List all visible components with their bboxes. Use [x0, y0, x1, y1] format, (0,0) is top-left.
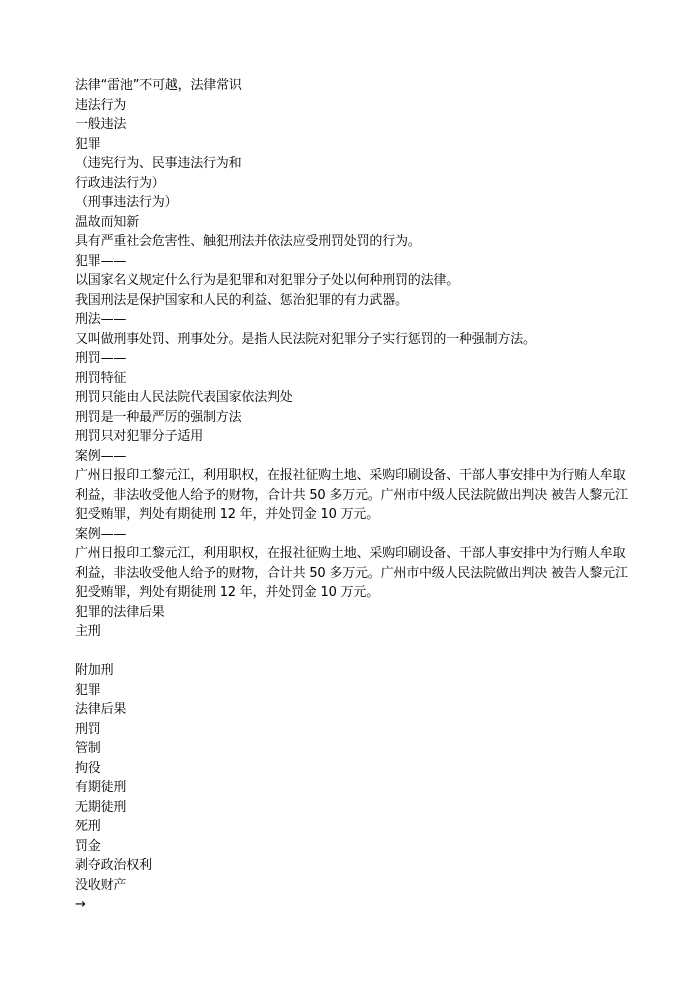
text-line: 犯罪的法律后果 — [75, 604, 165, 620]
arrow-symbol: → — [75, 897, 86, 912]
case-heading: 案例—— — [75, 526, 127, 542]
text-line: 温故而知新 — [75, 214, 140, 230]
text-line: 犯罪 — [75, 136, 101, 152]
text-line: 我国刑法是保护国家和人民的利益、惩治犯罪的有力武器。 — [75, 292, 408, 308]
text-line: （刑事违法行为） — [75, 195, 178, 210]
text-line: 又叫做刑事处罚、刑事处分。是指人民法院对犯罪分子实行惩罚的一种强制方法。 — [75, 331, 536, 347]
text-line: 没收财产 — [75, 877, 127, 893]
case-line: 犯受贿罪，判处有期徒刑 12 年，并处罚金 10 万元。 — [75, 585, 380, 600]
text-line: 死刑 — [75, 819, 101, 834]
text-line: 犯罪 — [75, 682, 101, 698]
case-line: 广州日报印工黎元江，利用职权，在报社征购土地、采购印刷设备、干部人事安排中为行贿人牟取 — [75, 546, 626, 561]
case-heading: 案例—— — [75, 448, 127, 464]
text-line: 刑法—— — [75, 312, 127, 327]
text-line: 罚金 — [75, 838, 101, 854]
text-line: 犯罪—— — [75, 253, 127, 269]
case-line: 犯受贿罪，判处有期徒刑 12 年，并处罚金 10 万元。 — [75, 507, 380, 522]
text-line: 刑罚 — [75, 721, 101, 737]
text-line: 刑罚只对犯罪分子适用 — [75, 429, 204, 444]
case-line: 利益，非法收受他人给予的财物，合计共 50 多万元。广州市中级人民法院做出判决 被告人黎元江 — [75, 487, 628, 503]
text-line: 附加刑 — [75, 663, 114, 678]
text-line: 无期徒刑 — [75, 799, 127, 815]
case-line: 广州日报印工黎元江，利用职权，在报社征购土地、采购印刷设备、干部人事安排中为行贿人牟取 — [75, 468, 626, 483]
document-body — [75, 76, 635, 915]
text-line: 法律后果 — [75, 702, 127, 717]
text-line: 刑罚特征 — [75, 370, 127, 386]
text-line: 违法行为 — [75, 97, 127, 113]
text-line: 一般违法 — [75, 117, 127, 132]
case-paragraph-1 — [75, 466, 635, 525]
text-line: 以国家名义规定什么行为是犯罪和对犯罪分子处以何种刑罚的法律。 — [75, 273, 460, 288]
text-line: 刑罚—— — [75, 351, 127, 366]
text-line: 剥夺政治权利 — [75, 858, 152, 873]
title-line: 法律“雷池”不可越，法律常识 — [75, 78, 242, 93]
text-line: 主刑 — [75, 624, 101, 639]
text-line: 刑罚是一种最严厉的强制方法 — [75, 409, 242, 425]
blank-line — [75, 642, 635, 662]
case-paragraph-2 — [75, 544, 635, 603]
text-line: 拘役 — [75, 760, 101, 776]
text-line: 具有严重社会危害性、触犯刑法并依法应受刑罚处罚的行为。 — [75, 234, 421, 249]
text-line: 行政违法行为） — [75, 175, 165, 191]
text-line: （违宪行为、民事违法行为和 — [75, 156, 242, 171]
text-line: 有期徒刑 — [75, 780, 127, 795]
case-line: 利益，非法收受他人给予的财物，合计共 50 多万元。广州市中级人民法院做出判决 被告人黎元江 — [75, 565, 628, 581]
text-line: 管制 — [75, 741, 101, 756]
text-line: 刑罚只能由人民法院代表国家依法判处 — [75, 390, 293, 405]
